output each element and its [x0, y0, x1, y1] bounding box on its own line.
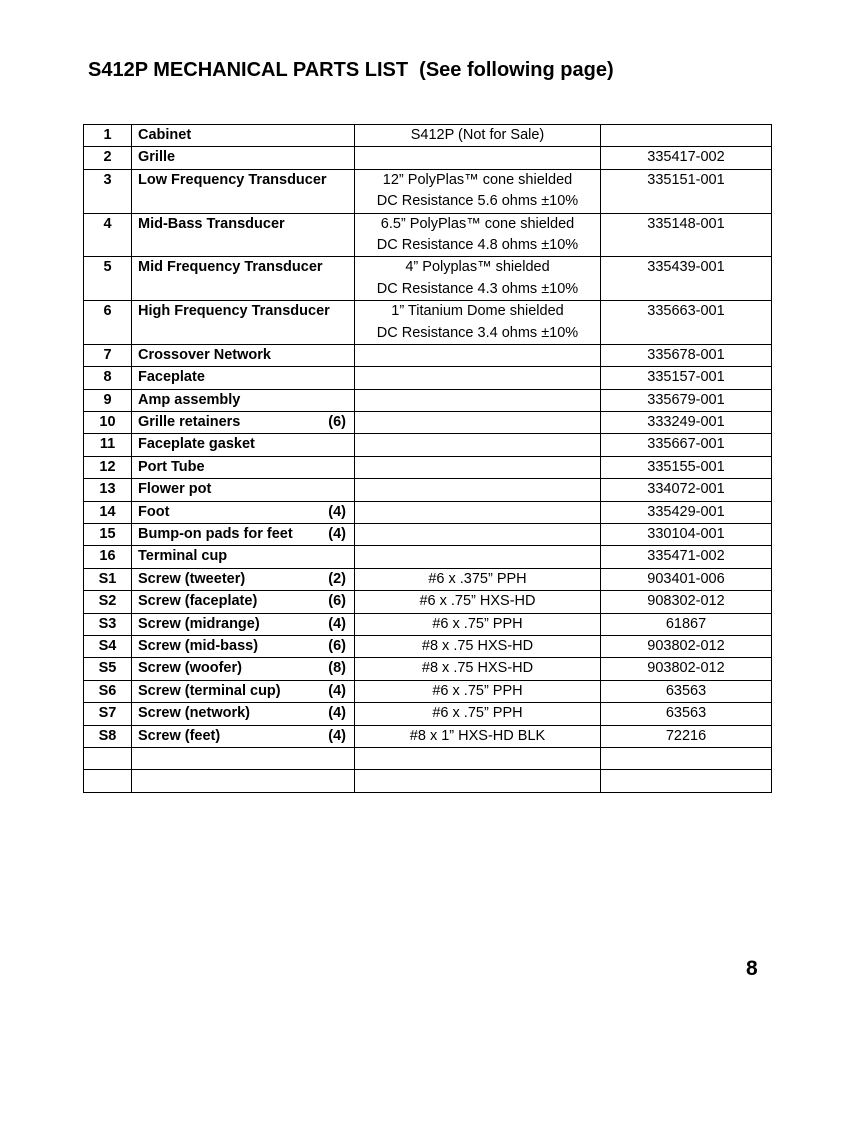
table-row [84, 747, 772, 769]
table-row [84, 367, 772, 389]
description-line: 1” Titanium Dome shielded [391, 303, 564, 320]
description-line: #8 x 1” HXS-HD BLK [409, 727, 546, 744]
part-name-text: Cabinet [138, 127, 192, 143]
table-row [84, 501, 772, 523]
part-name-text: Screw (terminal cup) [138, 682, 281, 699]
description-line: DC Resistance 4.3 ohms ±10% [376, 280, 579, 297]
part-name [132, 147, 355, 169]
part-description [355, 412, 601, 434]
part-description [355, 257, 601, 301]
table-row [84, 591, 772, 613]
part-description [355, 301, 601, 345]
part-name-text: High Frequency Transducer [138, 303, 330, 320]
part-name [132, 257, 355, 301]
part-description [355, 389, 601, 411]
part-description [355, 169, 601, 213]
part-name [132, 770, 355, 792]
part-number [601, 770, 772, 792]
description-line: 4” Polyplas™ shielded [405, 259, 550, 276]
part-number: 61867 [601, 613, 772, 635]
description-line [361, 457, 594, 478]
item-number: 13 [84, 479, 132, 501]
description-line: #6 x .75” PPH [432, 682, 523, 699]
description-line: DC Resistance 5.6 ohms ±10% [376, 193, 579, 210]
part-number: 335148-001 [601, 213, 772, 257]
part-name [132, 389, 355, 411]
description-line: #6 x .75” PPH [432, 705, 523, 722]
part-name-text: Amp assembly [138, 391, 241, 408]
table-row [84, 770, 772, 792]
description-line: DC Resistance 3.4 ohms ±10% [376, 324, 579, 341]
table-row [84, 703, 772, 725]
table-row [84, 658, 772, 680]
table-row [84, 524, 772, 546]
part-name [132, 658, 355, 680]
description-line [361, 390, 594, 411]
part-number: 335417-002 [601, 147, 772, 169]
part-name-text: Terminal cup [138, 548, 228, 565]
description-line [361, 345, 594, 366]
part-description [355, 147, 601, 169]
part-name [132, 703, 355, 725]
part-name [132, 591, 355, 613]
part-quantity: (6) [328, 637, 346, 654]
part-description [355, 344, 601, 366]
part-quantity: (4) [328, 615, 346, 632]
table-row [84, 125, 772, 147]
part-description [355, 479, 601, 501]
part-number: 63563 [601, 703, 772, 725]
table-row [84, 213, 772, 257]
part-name-text: Screw (woofer) [138, 660, 242, 677]
page-title: S412P MECHANICAL PARTS LIST (See following page) [88, 59, 614, 81]
part-number: 335155-001 [601, 456, 772, 478]
description-line: #6 x .75” HXS-HD [419, 593, 536, 610]
description-line [361, 367, 594, 388]
part-description [355, 501, 601, 523]
part-number: 335663-001 [601, 301, 772, 345]
part-name-text: Grille retainers [138, 414, 241, 431]
table-row [84, 613, 772, 635]
table-row [84, 680, 772, 702]
part-description [355, 125, 601, 147]
item-number: 1 [84, 125, 132, 147]
part-name [132, 367, 355, 389]
item-number: 8 [84, 367, 132, 389]
part-description [355, 613, 601, 635]
part-name [132, 546, 355, 568]
part-description [355, 546, 601, 568]
part-number: 335679-001 [601, 389, 772, 411]
table-row [84, 546, 772, 568]
part-description [355, 213, 601, 257]
item-number: S4 [84, 635, 132, 657]
table-row [84, 169, 772, 213]
item-number: 5 [84, 257, 132, 301]
description-line [361, 748, 594, 769]
item-number: 11 [84, 434, 132, 456]
part-number: 903802-012 [601, 635, 772, 657]
item-number [84, 770, 132, 792]
part-name-text: Low Frequency Transducer [138, 171, 327, 188]
part-description [355, 591, 601, 613]
part-description [355, 367, 601, 389]
table-row [84, 635, 772, 657]
table-row [84, 147, 772, 169]
part-number [601, 125, 772, 147]
table-row [84, 434, 772, 456]
part-number: 335471-002 [601, 546, 772, 568]
part-description [355, 524, 601, 546]
part-name [132, 568, 355, 590]
part-quantity: (6) [328, 593, 346, 610]
part-number: 334072-001 [601, 479, 772, 501]
parts-table [83, 124, 772, 793]
table-row [84, 412, 772, 434]
part-number: 330104-001 [601, 524, 772, 546]
part-name-text: Screw (midrange) [138, 615, 260, 632]
part-name [132, 613, 355, 635]
part-name [132, 501, 355, 523]
item-number: 3 [84, 169, 132, 213]
part-number: 903401-006 [601, 568, 772, 590]
item-number: 12 [84, 456, 132, 478]
part-name-text: Faceplate gasket [138, 436, 255, 453]
part-quantity: (8) [328, 660, 346, 677]
part-name-text: Screw (faceplate) [138, 593, 258, 610]
table-row [84, 479, 772, 501]
table-row [84, 344, 772, 366]
item-number: 15 [84, 524, 132, 546]
item-number: S5 [84, 658, 132, 680]
part-quantity: (4) [328, 727, 346, 744]
table-row [84, 301, 772, 345]
description-line: #6 x .75” PPH [432, 615, 523, 632]
description-line: #6 x .375” PPH [428, 570, 527, 587]
part-quantity: (2) [328, 570, 346, 587]
part-description [355, 680, 601, 702]
part-description [355, 747, 601, 769]
page-number: 8 [746, 957, 758, 980]
description-line [361, 502, 594, 523]
part-quantity: (4) [328, 682, 346, 699]
part-quantity: (4) [328, 526, 346, 543]
description-line: DC Resistance 4.8 ohms ±10% [376, 236, 579, 253]
part-name [132, 479, 355, 501]
part-name [132, 524, 355, 546]
description-line [361, 412, 594, 433]
table-row [84, 568, 772, 590]
part-number: 908302-012 [601, 591, 772, 613]
description-line [361, 524, 594, 545]
part-name [132, 680, 355, 702]
item-number: S8 [84, 725, 132, 747]
part-number: 335439-001 [601, 257, 772, 301]
item-number: 14 [84, 501, 132, 523]
item-number: 6 [84, 301, 132, 345]
item-number: 10 [84, 412, 132, 434]
item-number: S3 [84, 613, 132, 635]
part-name [132, 635, 355, 657]
description-line [361, 434, 594, 455]
part-description [355, 568, 601, 590]
part-name [132, 213, 355, 257]
description-line: 12” PolyPlas™ cone shielded [382, 171, 573, 188]
part-name-text: Screw (feet) [138, 727, 221, 744]
part-description [355, 703, 601, 725]
part-name-text: Screw (tweeter) [138, 570, 246, 587]
part-name [132, 412, 355, 434]
part-name-text: Faceplate [138, 369, 205, 386]
part-name [132, 434, 355, 456]
description-line: #8 x .75 HXS-HD [421, 637, 534, 654]
part-name-text: Bump-on pads for feet [138, 526, 293, 543]
part-number: 72216 [601, 725, 772, 747]
table-row [84, 725, 772, 747]
part-name [132, 125, 355, 147]
part-number: 63563 [601, 680, 772, 702]
part-description [355, 770, 601, 792]
table-row [84, 389, 772, 411]
item-number: 7 [84, 344, 132, 366]
table-row [84, 257, 772, 301]
part-number [601, 747, 772, 769]
part-name [132, 725, 355, 747]
part-number: 335151-001 [601, 169, 772, 213]
part-name-text: Grille [138, 149, 176, 166]
part-name [132, 301, 355, 345]
item-number: 9 [84, 389, 132, 411]
description-line: S412P (Not for Sale) [410, 127, 545, 143]
part-number: 333249-001 [601, 412, 772, 434]
part-quantity: (6) [328, 414, 346, 431]
item-number: S6 [84, 680, 132, 702]
part-description [355, 635, 601, 657]
part-quantity: (4) [328, 503, 346, 520]
item-number: S7 [84, 703, 132, 725]
part-description [355, 658, 601, 680]
description-line [361, 770, 594, 791]
part-number: 335678-001 [601, 344, 772, 366]
description-line: 6.5” PolyPlas™ cone shielded [380, 215, 575, 232]
part-number: 335429-001 [601, 501, 772, 523]
part-name [132, 747, 355, 769]
part-name-text: Port Tube [138, 458, 205, 475]
part-quantity: (4) [328, 705, 346, 722]
description-line [361, 479, 594, 500]
item-number: S2 [84, 591, 132, 613]
part-name-text: Flower pot [138, 481, 212, 498]
item-number: 16 [84, 546, 132, 568]
part-description [355, 456, 601, 478]
part-number: 335157-001 [601, 367, 772, 389]
part-name [132, 169, 355, 213]
item-number: S1 [84, 568, 132, 590]
part-name-text: Mid-Bass Transducer [138, 215, 285, 232]
description-line: #8 x .75 HXS-HD [421, 660, 534, 677]
description-line [361, 546, 594, 567]
part-name [132, 456, 355, 478]
part-name-text: Screw (network) [138, 705, 250, 722]
part-number: 903802-012 [601, 658, 772, 680]
part-name-text: Crossover Network [138, 346, 271, 363]
part-name-text: Foot [138, 503, 170, 520]
item-number: 4 [84, 213, 132, 257]
item-number: 2 [84, 147, 132, 169]
table-row [84, 456, 772, 478]
part-name-text: Mid Frequency Transducer [138, 259, 323, 276]
part-name-text: Screw (mid-bass) [138, 637, 259, 654]
description-line [361, 147, 594, 168]
part-description [355, 725, 601, 747]
part-name [132, 344, 355, 366]
part-number: 335667-001 [601, 434, 772, 456]
item-number [84, 747, 132, 769]
part-description [355, 434, 601, 456]
